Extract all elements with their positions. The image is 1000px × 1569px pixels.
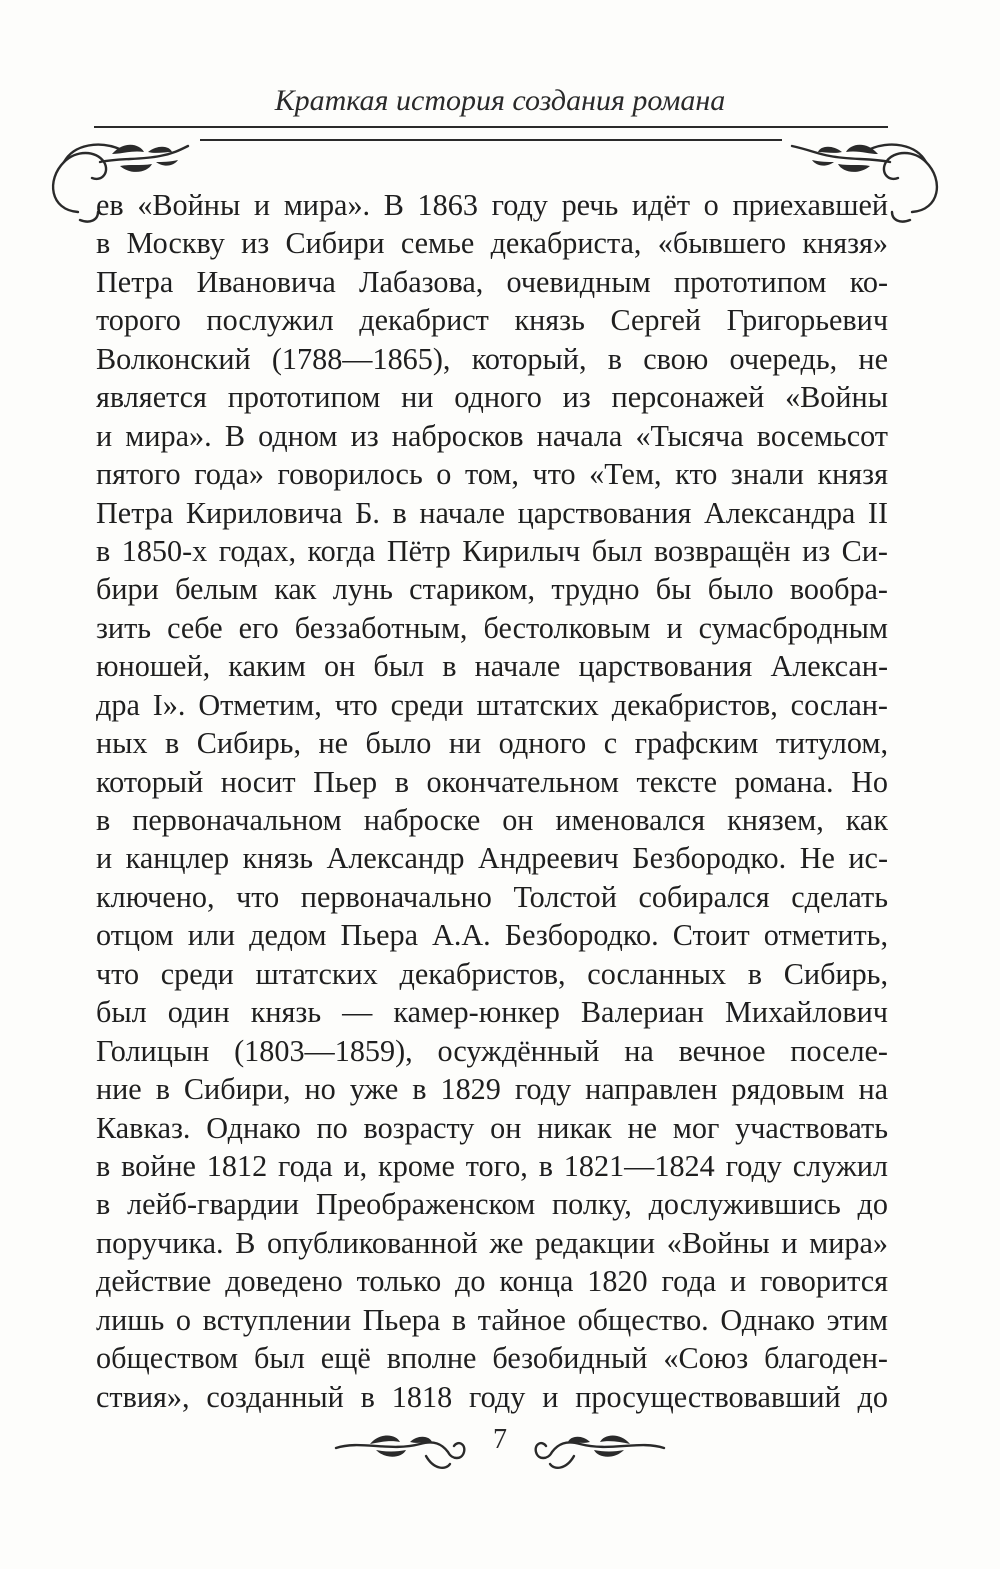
text-line: Голицын (1803—1859), осуждённый на вечное поселе-	[96, 1033, 888, 1068]
text-line: юношей, каким он был в начале царствования Алексан-	[96, 649, 888, 684]
text-line: зить себе его беззаботным, бестолковым и сумасбродным	[96, 610, 888, 645]
text-line: ев «Войны и мира». В 1863 году речь идёт о приехавшей	[96, 188, 888, 222]
text-line: который носит Пьер в окончательном тексте романа. Но	[96, 764, 888, 799]
header-rule-thin	[200, 139, 782, 141]
flourish-bottom-left-icon	[330, 1426, 470, 1476]
text-line: ключено, что первоначально Толстой собирался сделать	[96, 879, 888, 914]
text-line: пятого года» говорилось о том, что «Тем, кто знали князя	[96, 457, 888, 492]
text-line: ных в Сибирь, не было ни одного с графским титулом,	[96, 726, 888, 761]
text-line: в лейб-гвардии Преображенском полку, дослужившись до	[96, 1187, 888, 1222]
text-line: бири белым как лунь стариком, трудно бы было вообра-	[96, 572, 888, 607]
page-number: 7	[493, 1424, 507, 1455]
text-line: обществом был ещё вполне безобидный «Союз благоден-	[96, 1341, 888, 1376]
running-title: Краткая история создания романа	[274, 84, 726, 117]
text-line: Волконский (1788—1865), который, в свою очередь, не	[96, 341, 888, 376]
text-line: и канцлер князь Александр Андреевич Безбородко. Не ис-	[96, 841, 888, 876]
text-line: ствия», созданный в 1818 году и просуществовавший до	[96, 1379, 888, 1414]
text-line: в войне 1812 года и, кроме того, в 1821—1824 году служил	[96, 1148, 888, 1183]
header-rule	[94, 126, 888, 128]
flourish-bottom-right-icon	[530, 1426, 670, 1476]
text-line: Петра Ивановича Лабазова, очевидным прототипом ко-	[96, 264, 888, 299]
text-line: что среди штатских декабристов, сосланных в Сибирь,	[96, 956, 888, 991]
text-line: в 1850-х годах, когда Пётр Кирилыч был возвращён из Си-	[96, 533, 888, 568]
text-line: в Москву из Сибири семье декабриста, «бывшего князя»	[96, 226, 888, 261]
text-line: отцом или дедом Пьера А.А. Безбородко. Стоит отметить,	[96, 918, 888, 953]
text-line: лишь о вступлении Пьера в тайное общество. Однако этим	[96, 1302, 888, 1337]
text-line: Кавказ. Однако по возрасту он никак не мог участвовать	[96, 1110, 888, 1145]
text-line: Петра Кириловича Б. в начале царствования Александра II	[96, 495, 888, 530]
text-line: и мира». В одном из набросков начала «Тысяча восемьсот	[96, 418, 888, 453]
text-line: дра I». Отметим, что среди штатских декабристов, сослан-	[96, 687, 888, 722]
text-line: поручика. В опубликованной же редакции «Войны и мира»	[96, 1225, 888, 1260]
text-line: действие доведено только до конца 1820 года и говорится	[96, 1264, 888, 1299]
text-line: торого послужил декабрист князь Сергей Григорьевич	[96, 303, 888, 338]
text-line: в первоначальном наброске он именовался князем, как	[96, 803, 888, 837]
text-line: был один князь — камер-юнкер Валериан Михайлович	[96, 995, 888, 1030]
body-text	[96, 186, 888, 1416]
text-line: является прототипом ни одного из персонажей «Войны	[96, 380, 888, 415]
text-line: ние в Сибири, но уже в 1829 году направлен рядовым на	[96, 1072, 888, 1107]
